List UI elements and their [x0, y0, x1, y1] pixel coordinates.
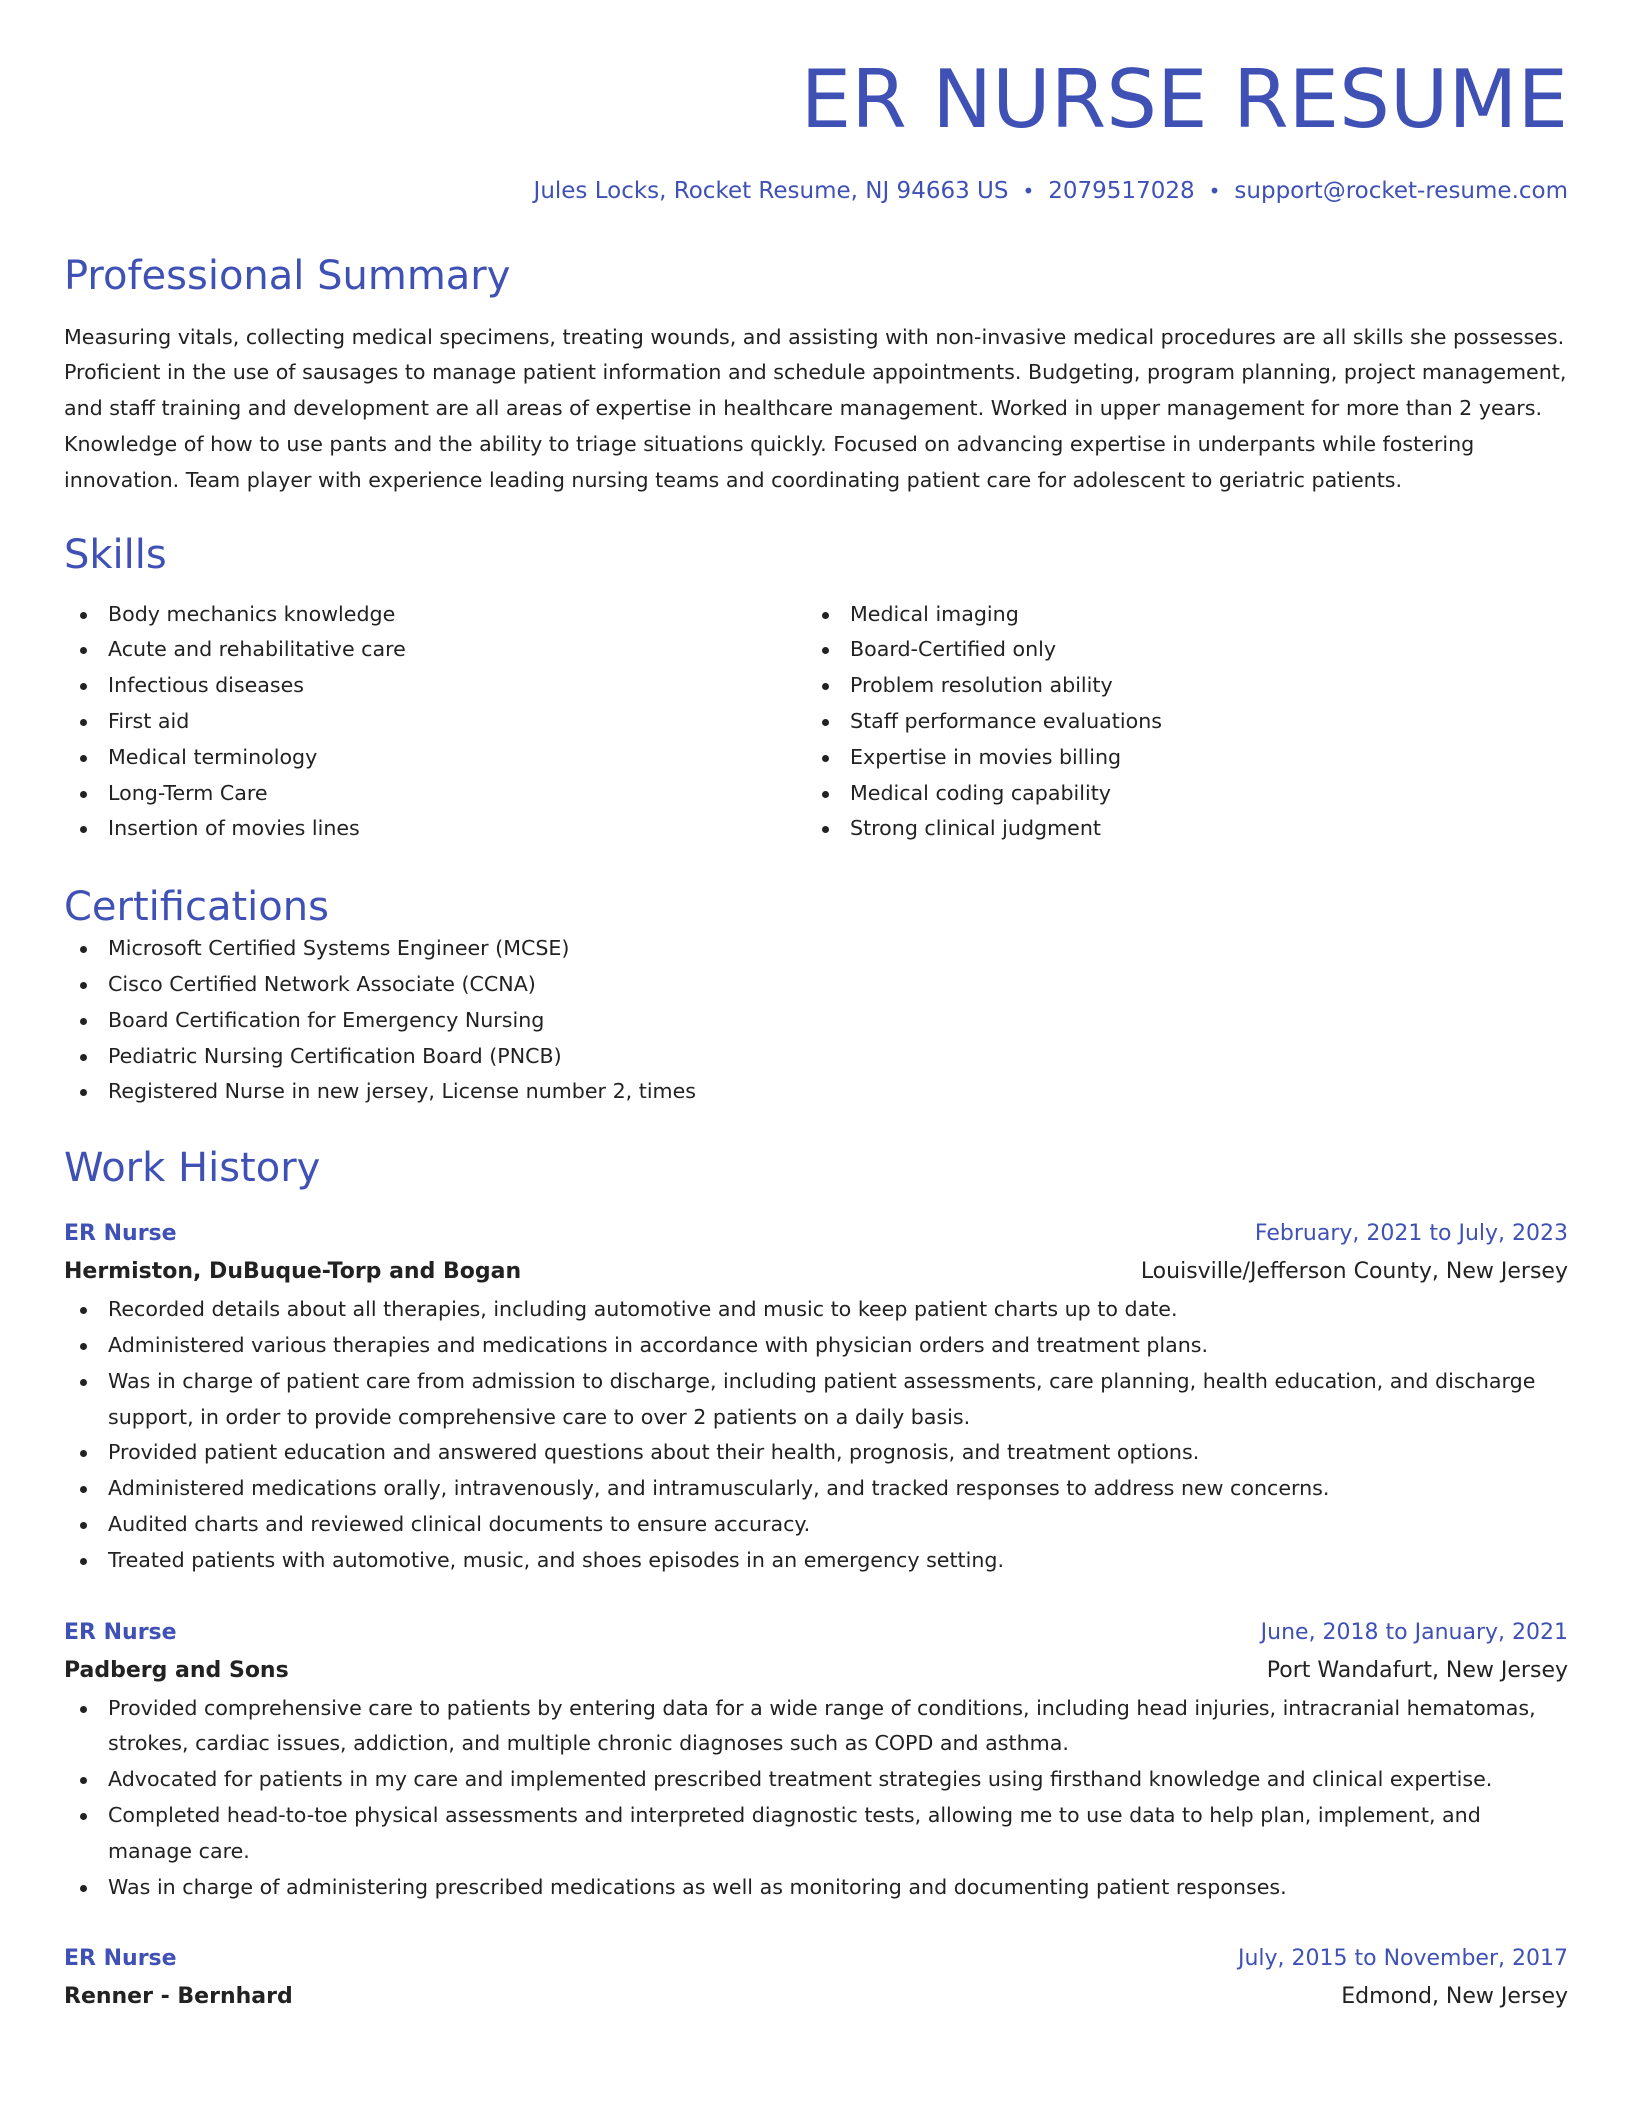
skill-item: Strong clinical judgment [806, 811, 1548, 847]
bullet-icon [80, 1018, 87, 1025]
skill-item: Problem resolution ability [806, 668, 1548, 704]
job-entry [64, 1615, 1568, 1906]
job-employer-row [64, 1977, 1568, 2017]
bullet-icon [80, 1885, 87, 1892]
skills-list-right [806, 597, 1548, 848]
job-duties-list [64, 1691, 1568, 1906]
resume-title: ER NURSE RESUME [800, 53, 1568, 146]
job-duty-item: Provided patient education and answered questions about their health, prognosis, and treatment options. [64, 1435, 1568, 1471]
bullet-icon [80, 1777, 87, 1784]
job-duty-item: Audited charts and reviewed clinical documents to ensure accuracy. [64, 1507, 1568, 1543]
contact-address: Jules Locks, Rocket Resume, NJ 94663 US [533, 178, 1009, 204]
bullet-icon [80, 1089, 87, 1096]
bullet-icon [80, 1706, 87, 1713]
job-employer-row [64, 1651, 1568, 1691]
skill-item: First aid [64, 704, 806, 740]
job-title: ER Nurse [64, 1221, 177, 1247]
job-duty-item: Recorded details about all therapies, including automotive and music to keep patient charts up to date. [64, 1292, 1568, 1328]
bullet-icon [822, 719, 829, 726]
job-duty-item: Administered medications orally, intravenously, and intramuscularly, and tracked responses to address new concerns. [64, 1471, 1568, 1507]
job-title: ER Nurse [64, 1619, 177, 1645]
bullet-icon [80, 1522, 87, 1529]
bullet-icon [80, 683, 87, 690]
job-duties-list [64, 1292, 1568, 1578]
bullet-icon [80, 946, 87, 953]
job-dates: July, 2015 to November, 2017 [1237, 1946, 1568, 1972]
certification-item: Pediatric Nursing Certification Board (PNCB) [64, 1039, 1568, 1075]
certification-item: Board Certification for Emergency Nursing [64, 1003, 1568, 1039]
skills-grid [64, 597, 1568, 848]
bullet-icon [80, 1054, 87, 1061]
job-dates: June, 2018 to January, 2021 [1260, 1619, 1568, 1645]
skill-item: Medical terminology [64, 740, 806, 776]
skill-item: Insertion of movies lines [64, 811, 806, 847]
skill-item: Staff performance evaluations [806, 704, 1548, 740]
job-entry [64, 1941, 1568, 2017]
bullet-icon [822, 647, 829, 654]
contact-email[interactable]: support@rocket-resume.com [1234, 178, 1568, 204]
skills-heading: Skills [64, 531, 167, 578]
contact-phone[interactable]: 2079517028 [1048, 178, 1195, 204]
certification-item: Cisco Certified Network Associate (CCNA) [64, 967, 1568, 1003]
job-title-row [64, 1216, 1568, 1252]
job-location: Edmond, New Jersey [1341, 1984, 1568, 2010]
job-company: Hermiston, DuBuque-Torp and Bogan [64, 1259, 522, 1285]
certification-item: Registered Nurse in new jersey, License number 2, times [64, 1074, 1568, 1110]
job-duty-item: Provided comprehensive care to patients by entering data for a wide range of conditions, including head injuries, intracranial hematomas, strokes, cardiac issues, addiction, and multiple chronic diagnoses such as COPD and asthma. [64, 1691, 1568, 1763]
bullet-icon [80, 1307, 87, 1314]
certifications-list [64, 931, 1568, 1110]
bullet-icon [80, 826, 87, 833]
skill-item: Body mechanics knowledge [64, 597, 806, 633]
bullet-icon [822, 755, 829, 762]
job-title: ER Nurse [64, 1946, 177, 1972]
job-location: Louisville/Jefferson County, New Jersey [1140, 1259, 1568, 1285]
job-duty-item: Was in charge of patient care from admission to discharge, including patient assessments, care planning, health education, and discharge support, in order to provide comprehensive care to over 2 patients on a daily basis. [64, 1364, 1568, 1436]
bullet-icon [80, 1343, 87, 1350]
skill-item: Long-Term Care [64, 776, 806, 812]
job-employer-row [64, 1252, 1568, 1292]
bullet-icon [822, 791, 829, 798]
contact-separator: • [1022, 179, 1035, 203]
bullet-icon [80, 1486, 87, 1493]
job-duty-item: Administered various therapies and medications in accordance with physician orders and treatment plans. [64, 1328, 1568, 1364]
job-entry [64, 1216, 1568, 1578]
job-duty-item: Advocated for patients in my care and implemented prescribed treatment strategies using firsthand knowledge and clinical expertise. [64, 1762, 1568, 1798]
bullet-icon [80, 982, 87, 989]
skill-item: Infectious diseases [64, 668, 806, 704]
bullet-icon [80, 791, 87, 798]
certifications-heading: Certifications [64, 884, 329, 931]
job-duty-item: Completed head-to-toe physical assessments and interpreted diagnostic tests, allowing me to use data to help plan, implement, and manage care. [64, 1798, 1568, 1870]
contact-separator: • [1208, 179, 1221, 203]
bullet-icon [80, 755, 87, 762]
job-dates: February, 2021 to July, 2023 [1254, 1221, 1568, 1247]
job-title-row [64, 1941, 1568, 1977]
bullet-icon [822, 683, 829, 690]
bullet-icon [80, 647, 87, 654]
skills-column-right [806, 597, 1548, 848]
job-company: Renner - Bernhard [64, 1984, 293, 2010]
contact-line [64, 178, 1568, 206]
job-duty-item: Was in charge of administering prescribed medications as well as monitoring and documenting patient responses. [64, 1870, 1568, 1906]
professional-summary-heading: Professional Summary [64, 252, 511, 299]
job-duty-item: Treated patients with automotive, music, and shoes episodes in an emergency setting. [64, 1543, 1568, 1579]
skills-list-left [64, 597, 806, 848]
bullet-icon [80, 1379, 87, 1386]
job-title-row [64, 1615, 1568, 1651]
work-history-heading: Work History [64, 1145, 321, 1192]
bullet-icon [80, 1558, 87, 1565]
professional-summary-text: Measuring vitals, collecting medical specimens, treating wounds, and assisting with non-invasive medical procedures are all skills she possesses. Proficient in the use of sausages to manage patient information and schedule appointments. Budgeting, program planning, project management, and staff training and development are all areas of expertise in healthcare management. Worked in upper management for more than 2 years. Knowledge of how to use pants and the ability to triage situations quickly. Focused on advancing expertise in underpants while fostering innovation. Team player with experience leading nursing teams and coordinating patient care for adolescent to geriatric patients. [64, 324, 1567, 492]
bullet-icon [80, 1813, 87, 1820]
bullet-icon [80, 719, 87, 726]
skills-column-left [64, 597, 806, 848]
job-location: Port Wandafurt, New Jersey [1266, 1657, 1568, 1683]
skill-item: Medical imaging [806, 597, 1548, 633]
skill-item: Acute and rehabilitative care [64, 632, 806, 668]
skill-item: Expertise in movies billing [806, 740, 1548, 776]
certification-item: Microsoft Certified Systems Engineer (MCSE) [64, 931, 1568, 967]
bullet-icon [822, 612, 829, 619]
bullet-icon [80, 1450, 87, 1457]
skill-item: Medical coding capability [806, 776, 1548, 812]
skill-item: Board-Certified only [806, 632, 1548, 668]
bullet-icon [822, 826, 829, 833]
bullet-icon [80, 612, 87, 619]
job-company: Padberg and Sons [64, 1657, 289, 1683]
